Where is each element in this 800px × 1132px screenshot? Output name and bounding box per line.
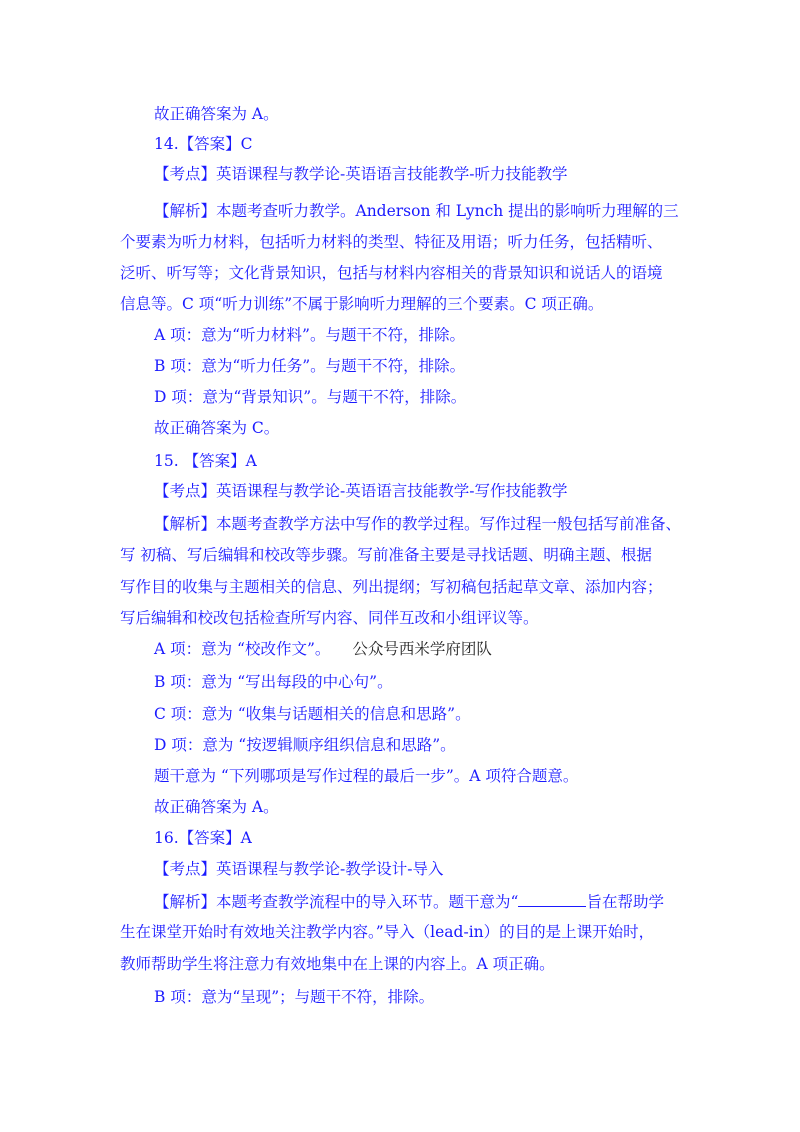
- q14-analysis-line-4: 信息等。C 项“听力训练”不属于影响听力理解的三个要素。C 项正确。: [120, 295, 604, 313]
- q14-point: 【考点】英语课程与教学论-英语语言技能教学-听力技能教学: [154, 165, 568, 183]
- q14-option-b: B 项：意为“听力任务”。与题干不符，排除。: [154, 357, 466, 375]
- q14-analysis-line-3: 泛听、听写等；文化背景知识，包括与材料内容相关的背景知识和说话人的语境: [120, 264, 663, 282]
- q16-analysis-line-1: [154, 890, 664, 913]
- q14-answer: 14.【答案】C: [154, 135, 253, 153]
- q15-conclusion: 故正确答案为 A。: [154, 798, 279, 816]
- q16-analysis-line-3: 教师帮助学生将注意力有效地集中在上课的内容上。A 项正确。: [120, 955, 555, 973]
- q16-analysis-line-2: 生在课堂开始时有效地关注教学内容。”导入（lead-in）的目的是上课开始时，: [120, 923, 655, 941]
- q15-stem-note: 题干意为 “下列哪项是写作过程的最后一步”。A 项符合题意。: [154, 767, 579, 785]
- q14-analysis-line-2: 个要素为听力材料，包括听力材料的类型、特征及用语；听力任务，包括精听、: [120, 233, 663, 251]
- q16-answer: 16.【答案】A: [154, 829, 252, 847]
- q15-answer: 15. 【答案】A: [154, 452, 257, 470]
- q15-option-d: D 项：意为 “按逻辑顺序组织信息和思路”。: [154, 736, 456, 754]
- q16-point: 【考点】英语课程与教学论-教学设计-导入: [154, 860, 444, 878]
- q14-conclusion: 故正确答案为 C。: [154, 419, 280, 437]
- q16-analysis-line-1-start: 【解析】本题考查教学流程中的导入环节。题干意为“: [154, 893, 519, 911]
- q16-option-b: B 项：意为“呈现”；与题干不符，排除。: [154, 988, 435, 1006]
- fill-in-blank: [518, 890, 586, 907]
- q14-analysis-line-1: 【解析】本题考查听力教学。Anderson 和 Lynch 提出的影响听力理解的三: [154, 202, 679, 220]
- q15-option-b: B 项：意为 “写出每段的中心句”。: [154, 673, 393, 691]
- q15-option-c: C 项：意为 “收集与话题相关的信息和思路”。: [154, 705, 471, 723]
- q15-analysis-line-1: 【解析】本题考查教学方法中写作的教学过程。写作过程一般包括写前准备、: [154, 515, 682, 533]
- q14-option-a: A 项：意为“听力材料”。与题干不符，排除。: [154, 326, 465, 344]
- q15-option-a-line: [154, 638, 492, 660]
- q15-analysis-line-4: 写后编辑和校改包括检查所写内容、同伴互改和小组评议等。: [120, 609, 539, 627]
- watermark-text: 公众号西米学府团队: [352, 640, 492, 658]
- q13-conclusion: 故正确答案为 A。: [154, 105, 279, 123]
- q14-option-d: D 项：意为“背景知识”。与题干不符，排除。: [154, 388, 467, 406]
- q15-option-a: A 项：意为 “校改作文”。: [154, 640, 331, 658]
- q15-point: 【考点】英语课程与教学论-英语语言技能教学-写作技能教学: [154, 482, 568, 500]
- q15-analysis-line-2: 写 初稿、写后编辑和校改等步骤。写前准备主要是寻找话题、明确主题、根据: [120, 546, 652, 564]
- q15-analysis-line-3: 写作目的收集与主题相关的信息、列出提纲；写初稿包括起草文章、添加内容；: [120, 578, 663, 596]
- q16-analysis-line-1-end: 旨在帮助学: [586, 893, 664, 911]
